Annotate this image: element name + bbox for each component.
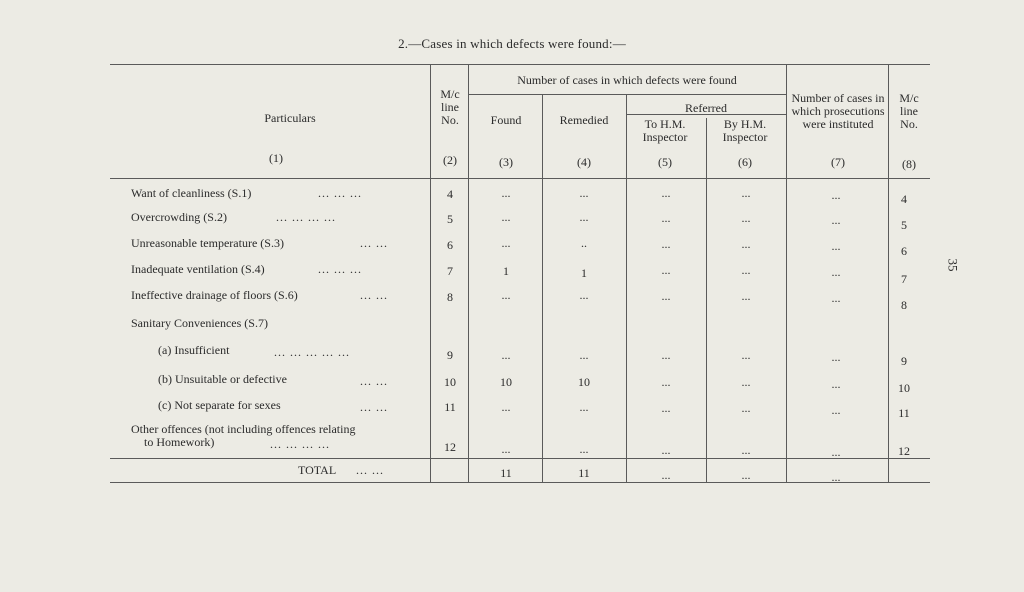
col-num-6: (6) [738, 155, 752, 169]
row-by-hm: ... [741, 375, 751, 389]
row-to-hm: ... [661, 186, 671, 200]
row-by-hm: ... [741, 348, 751, 362]
row-prosecutions: ... [831, 239, 841, 253]
row-by-hm: ... [741, 443, 751, 457]
group-rule [468, 94, 786, 95]
row-remedied: ... [579, 442, 589, 456]
row-by-hm: ... [741, 263, 751, 277]
col-divider-6 [786, 64, 787, 482]
row-line-no-right: 8 [901, 298, 907, 312]
row-prosecutions: ... [831, 213, 841, 227]
row-found: 1 [503, 264, 509, 278]
row-line-no-right: 11 [898, 406, 910, 420]
header-mc-line-right: M/c line No. [899, 91, 919, 131]
row-particular: Overcrowding (S.2) [131, 210, 227, 224]
page-number: 35 [945, 258, 961, 272]
row-line-no: 10 [444, 375, 456, 389]
section-heading: Sanitary Conveniences (S.7) [131, 316, 268, 330]
col-num-2: (2) [443, 153, 457, 167]
row-remedied: 10 [578, 375, 590, 389]
total-found: 11 [500, 466, 512, 480]
row-leader: ... ... [360, 400, 388, 414]
row-by-hm: ... [741, 401, 751, 415]
row-prosecutions: ... [831, 265, 841, 279]
row-line-no: 8 [447, 290, 453, 304]
row-remedied: .. [581, 236, 587, 250]
row-line-no-right: 4 [901, 192, 907, 206]
row-particular: (b) Unsuitable or defective [158, 372, 287, 386]
row-particular-continued: to Homework) [144, 435, 215, 449]
row-line-no: 6 [447, 238, 453, 252]
header-particulars: Particulars [264, 111, 316, 125]
row-particular: (a) Insufficient [158, 343, 230, 357]
total-prosecutions: ... [831, 470, 841, 484]
header-bottom-rule [110, 178, 930, 179]
row-line-no: 4 [447, 187, 453, 201]
row-remedied: 1 [581, 266, 587, 280]
row-prosecutions: ... [831, 188, 841, 202]
row-leader: ... ... ... [318, 262, 362, 276]
row-particular: Other offences (not including offences relating [131, 422, 356, 436]
col-num-3: (3) [499, 155, 513, 169]
total-by-hm: ... [741, 468, 751, 482]
row-found: ... [501, 210, 511, 224]
row-particular: Unreasonable temperature (S.3) [131, 236, 284, 250]
header-by-hm-inspector: By H.M. Inspector [722, 117, 768, 144]
row-to-hm: ... [661, 443, 671, 457]
row-line-no-right: 12 [898, 444, 910, 458]
row-particular: (c) Not separate for sexes [158, 398, 281, 412]
row-leader: ... ... ... ... [270, 437, 330, 451]
row-line-no-right: 9 [901, 354, 907, 368]
total-label: TOTAL [298, 463, 337, 477]
row-prosecutions: ... [831, 291, 841, 305]
row-to-hm: ... [661, 263, 671, 277]
total-leader: ... ... [356, 463, 384, 477]
row-found: ... [501, 236, 511, 250]
header-remedied: Remedied [559, 113, 609, 127]
row-found: ... [501, 348, 511, 362]
row-to-hm: ... [661, 348, 671, 362]
row-leader: ... ... ... ... [276, 210, 336, 224]
col-num-8: (8) [902, 157, 916, 171]
row-line-no-right: 7 [901, 272, 907, 286]
header-number-found-group: Number of cases in which defects were found [517, 73, 737, 87]
row-remedied: ... [579, 288, 589, 302]
row-found: ... [501, 400, 511, 414]
header-to-hm-inspector: To H.M. Inspector [642, 117, 688, 144]
row-found: 10 [500, 375, 512, 389]
row-to-hm: ... [661, 289, 671, 303]
row-line-no: 9 [447, 348, 453, 362]
row-particular: Ineffective drainage of floors (S.6) [131, 288, 298, 302]
col-divider-4 [626, 94, 627, 482]
table-caption: 2.—Cases in which defects were found:— [398, 36, 626, 51]
header-referred: Referred [685, 101, 727, 115]
row-to-hm: ... [661, 375, 671, 389]
header-found: Found [490, 113, 522, 127]
col-num-1: (1) [269, 151, 283, 165]
col-divider-5 [706, 118, 707, 482]
row-to-hm: ... [661, 401, 671, 415]
header-mc-line-left: M/c line No. [440, 87, 460, 127]
row-prosecutions: ... [831, 403, 841, 417]
row-line-no: 5 [447, 212, 453, 226]
row-leader: ... ... ... ... ... [274, 345, 350, 359]
total-to-hm: ... [661, 468, 671, 482]
row-line-no-right: 10 [898, 381, 910, 395]
row-by-hm: ... [741, 289, 751, 303]
total-remedied: 11 [578, 466, 590, 480]
row-leader: ... ... [360, 288, 388, 302]
row-remedied: ... [579, 348, 589, 362]
row-remedied: ... [579, 210, 589, 224]
row-remedied: ... [579, 400, 589, 414]
row-by-hm: ... [741, 237, 751, 251]
row-found: ... [501, 442, 511, 456]
col-num-5: (5) [658, 155, 672, 169]
row-line-no-right: 6 [901, 244, 907, 258]
row-found: ... [501, 186, 511, 200]
row-remedied: ... [579, 186, 589, 200]
row-by-hm: ... [741, 211, 751, 225]
row-found: ... [501, 288, 511, 302]
row-to-hm: ... [661, 211, 671, 225]
row-prosecutions: ... [831, 377, 841, 391]
table-top-rule [110, 64, 930, 65]
row-leader: ... ... [360, 374, 388, 388]
row-leader: ... ... ... [318, 186, 362, 200]
row-particular: Want of cleanliness (S.1) [131, 186, 252, 200]
col-num-4: (4) [577, 155, 591, 169]
row-particular: Inadequate ventilation (S.4) [131, 262, 265, 276]
row-line-no: 12 [444, 440, 456, 454]
header-prosecutions: Number of cases in which prosecutions were instituted [791, 91, 885, 131]
row-leader: ... ... [360, 236, 388, 250]
row-to-hm: ... [661, 237, 671, 251]
row-line-no-right: 5 [901, 218, 907, 232]
row-prosecutions: ... [831, 350, 841, 364]
row-prosecutions: ... [831, 445, 841, 459]
row-line-no: 11 [444, 400, 456, 414]
col-divider-3 [542, 94, 543, 482]
row-by-hm: ... [741, 186, 751, 200]
row-line-no: 7 [447, 264, 453, 278]
col-num-7: (7) [831, 155, 845, 169]
